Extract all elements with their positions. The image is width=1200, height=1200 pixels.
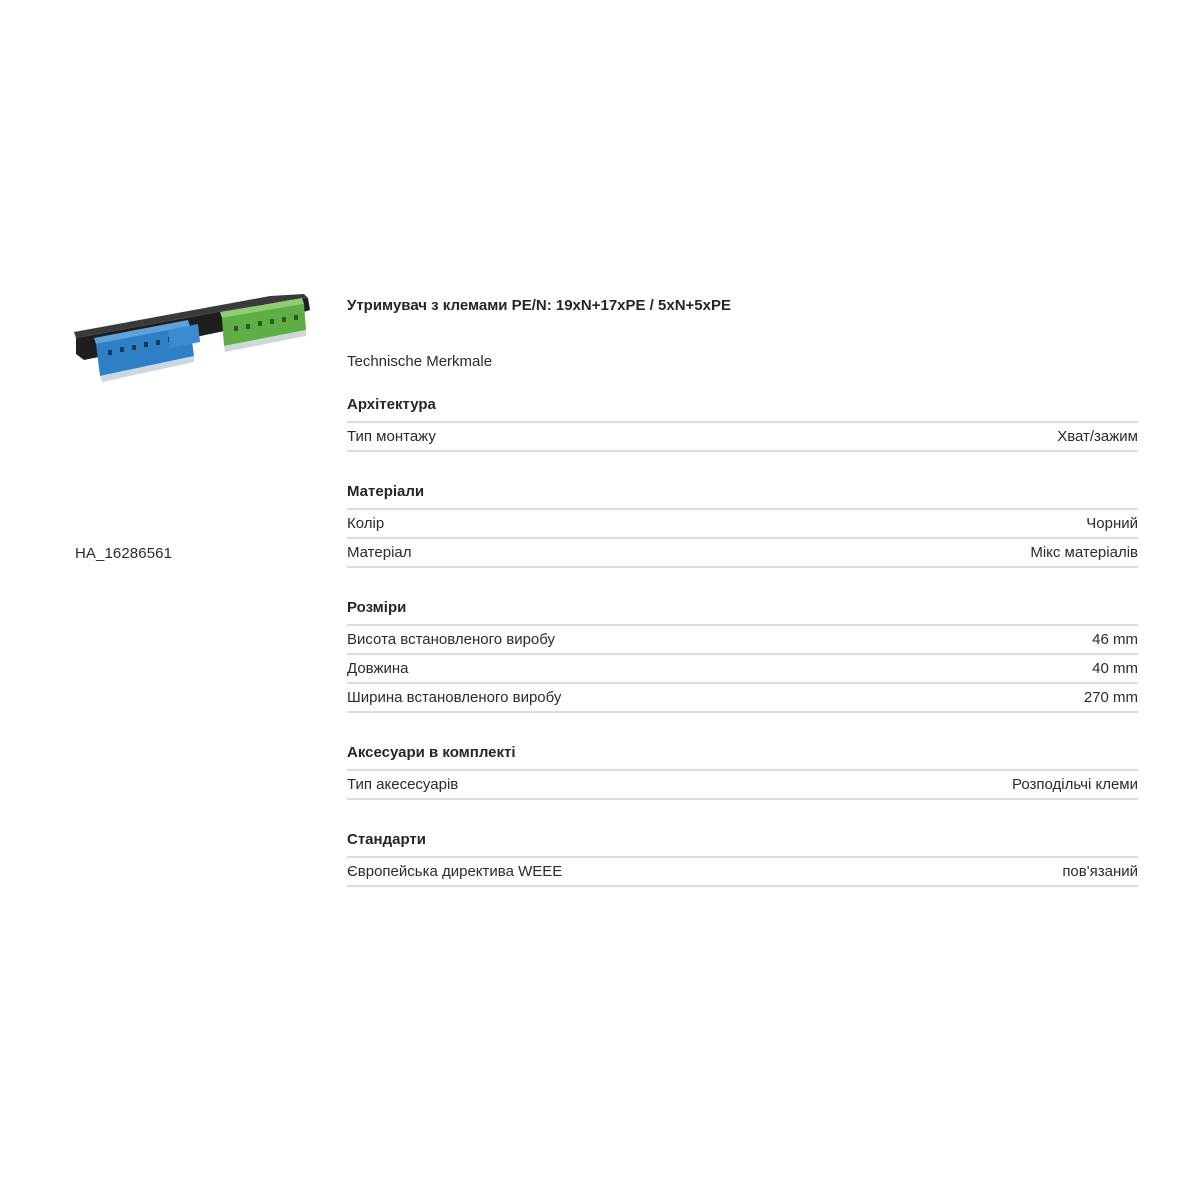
spec-group-dimensions <box>347 598 1138 713</box>
spec-panel <box>347 296 1138 887</box>
group-title: Аксесуари в комплекті <box>347 743 1138 771</box>
spec-label: Довжина <box>347 660 409 677</box>
spec-group-standards <box>347 830 1138 887</box>
product-image <box>72 290 312 382</box>
spec-row <box>347 510 1138 539</box>
spec-label: Ширина встановленого виробу <box>347 689 562 706</box>
spec-row <box>347 684 1138 713</box>
product-code: HA_16286561 <box>75 545 173 562</box>
spec-label: Колір <box>347 515 385 532</box>
spec-group-accessories <box>347 743 1138 800</box>
spec-row <box>347 858 1138 887</box>
spec-value: 46 mm <box>1092 631 1138 648</box>
spec-group-materials <box>347 482 1138 568</box>
section-caption: Technische Merkmale <box>347 353 493 370</box>
spec-value: Розподільчі клеми <box>1011 776 1138 793</box>
spec-row <box>347 655 1138 684</box>
spec-label: Тип монтажу <box>347 428 436 445</box>
spec-label: Висота встановленого виробу <box>347 631 556 648</box>
group-title: Матеріали <box>347 482 1138 510</box>
spec-row <box>347 423 1138 452</box>
group-title: Стандарти <box>347 830 1138 858</box>
group-title: Архітектура <box>347 395 1138 423</box>
spec-label: Матеріал <box>347 544 412 561</box>
spec-group-architecture <box>347 395 1138 452</box>
spec-value: Мікс матеріалів <box>1030 544 1138 561</box>
spec-row <box>347 539 1138 568</box>
spec-row <box>347 771 1138 800</box>
product-title: Утримувач з клемами PE/N: 19xN+17xPE / 5xN+5xPE <box>347 297 731 314</box>
group-title: Розміри <box>347 598 1138 626</box>
spec-label: Тип акесесуарів <box>347 776 459 793</box>
spec-value: пов'язаний <box>1062 863 1138 880</box>
spec-value: Чорний <box>1086 515 1138 532</box>
spec-label: Європейська директива WEEE <box>347 863 563 880</box>
spec-value: 270 mm <box>1083 689 1138 706</box>
spec-row <box>347 626 1138 655</box>
spec-value: 40 mm <box>1092 660 1138 677</box>
spec-value: Хват/зажим <box>1057 428 1138 445</box>
